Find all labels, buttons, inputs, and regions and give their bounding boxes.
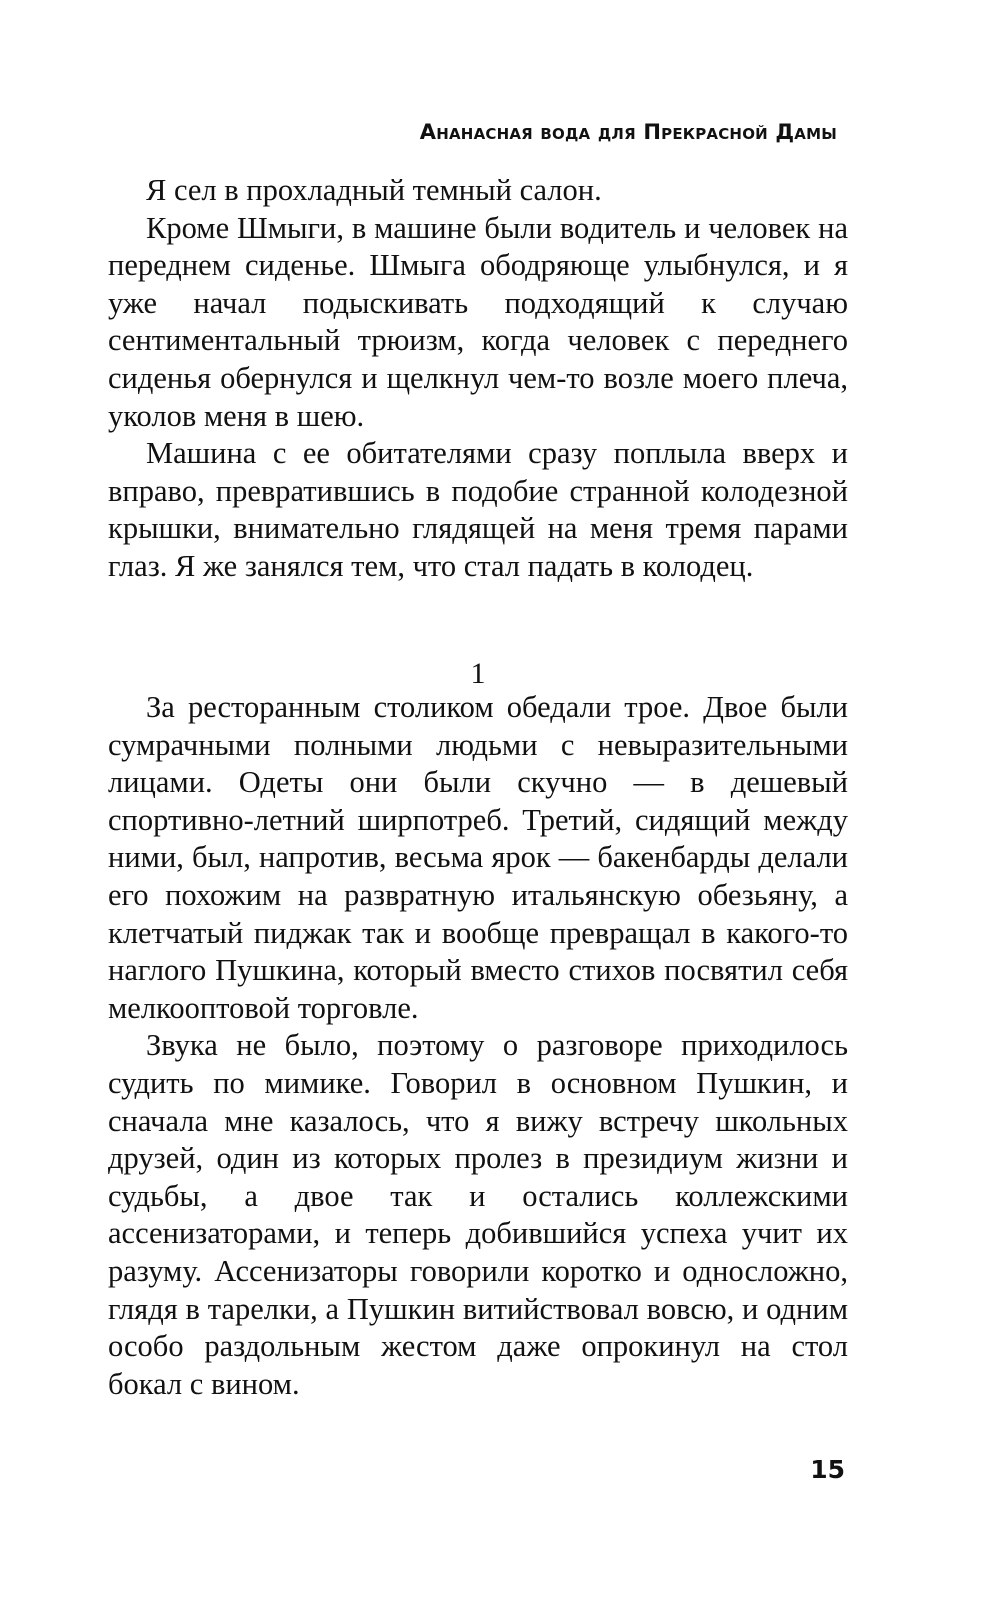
running-head-title: Ананасная вода для Прекрасной Дамы — [419, 120, 837, 144]
paragraph: Я сел в прохладный темный салон. — [146, 173, 602, 207]
paragraph: За ресторанным столиком обедали трое. Двое были сумрачными полными людьми с невыразительными лицами. Одеты они были скучно — в дешевый спортивно-летний ширпотреб. Третий, сидящий между ними, был, напротив, весьма ярок — бакенбарды делали его похожим на развратную итальянскую обезьяну, а клетчатый пиджак так и вообще превращал в какого-то наглого Пушкина, который вместо стихов посвятил себя мелкооптовой торговле. — [108, 690, 848, 1025]
page-number: 15 — [810, 1455, 845, 1484]
paragraph: Звука не было, поэтому о разговоре приходилось судить по мимике. Говорил в основном Пушкин, и сначала мне казалось, что я вижу встречу школьных друзей, один из которых пролез в президиум жизни и судьбы, а двое так и остались коллежскими ассенизаторами, и теперь добившийся успеха учит их разуму. Ассенизаторы говорили коротко и односложно, глядя в тарелки, а Пушкин витийствовал вовсю, и одним особо раздольным жестом даже опрокинул на стол бокал с вином. — [108, 1028, 848, 1401]
section-number: 1 — [470, 657, 486, 690]
paragraph: Кроме Шмыги, в машине были водитель и человек на переднем сиденье. Шмыга ободряюще улыбнулся, и я уже начал подыскивать подходящий к случаю сентиментальный трюизм, когда человек с переднего сиденья обернулся и щелкнул чем-то возле моего плеча, уколов меня в шею. — [108, 210, 848, 433]
paragraph: Машина с ее обитателями сразу поплыла вверх и вправо, превратившись в подобие странной колодезной крышки, внимательно глядящей на меня тремя парами глаз. Я же занялся тем, что стал падать в колодец. — [108, 436, 848, 583]
text-block-before-section — [108, 172, 848, 586]
text-block-after-section — [108, 689, 848, 1403]
